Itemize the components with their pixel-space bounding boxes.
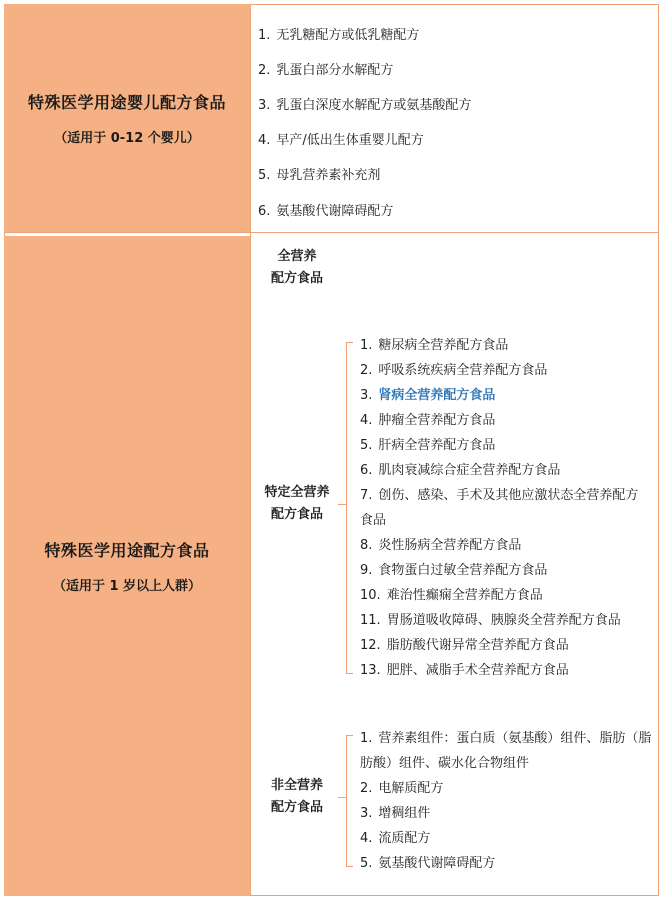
- specific-item: 6. 肌肉衰减综合症全营养配方食品: [360, 463, 561, 478]
- non-full-item: 4. 流质配方: [360, 831, 431, 846]
- infant-item: 2. 乳蛋白部分水解配方: [258, 63, 394, 78]
- specific-item: 3. 肾病全营养配方食品: [360, 388, 496, 403]
- specific-item: 7. 创伤、感染、手术及其他应激状态全营养配方: [360, 488, 639, 503]
- non-full-bracket: [346, 735, 353, 867]
- general-category-cell: [4, 236, 250, 896]
- specific-item: 9. 食物蛋白过敏全营养配方食品: [360, 563, 548, 578]
- row-divider: [4, 232, 659, 233]
- non-full-item: 3. 增稠组件: [360, 806, 431, 821]
- infant-item: 6. 氨基酸代谢障碍配方: [258, 204, 394, 219]
- specific-item: 8. 炎性肠病全营养配方食品: [360, 538, 522, 553]
- infant-item: 4. 早产/低出生体重婴儿配方: [258, 133, 424, 148]
- non-full-item: 5. 氨基酸代谢障碍配方: [360, 856, 496, 871]
- infant-category-subtitle: （适用于 0-12 个婴儿）: [54, 131, 200, 146]
- full-nutrition-label: 全营养 配方食品: [270, 249, 323, 286]
- specific-item: 13. 肥胖、减脂手术全营养配方食品: [360, 663, 569, 678]
- specific-bracket: [346, 342, 353, 674]
- infant-category-title: 特殊医学用途婴儿配方食品: [27, 93, 226, 112]
- specific-full-nutrition-label: 特定全营养 配方食品: [264, 485, 330, 522]
- specific-item: 11. 胃肠道吸收障碍、胰腺炎全营养配方食品: [360, 613, 621, 628]
- infant-item: 5. 母乳营养素补充剂: [258, 168, 381, 183]
- specific-item: 1. 糖尿病全营养配方食品: [360, 338, 509, 353]
- infant-item: 1. 无乳糖配方或低乳糖配方: [258, 28, 420, 43]
- column-divider: [250, 4, 251, 896]
- infant-item: 3. 乳蛋白深度水解配方或氨基酸配方: [258, 98, 472, 113]
- general-category-subtitle: （适用于 1 岁以上人群）: [52, 579, 202, 594]
- specific-item: 10. 难治性癫痫全营养配方食品: [360, 588, 543, 603]
- specific-item-continuation: 食品: [360, 513, 387, 528]
- specific-item: 5. 肝病全营养配方食品: [360, 438, 496, 453]
- bracket-connector: [338, 797, 346, 798]
- bracket-connector: [338, 504, 346, 505]
- general-category-title: 特殊医学用途配方食品: [44, 541, 210, 560]
- infant-category-cell: [4, 4, 250, 232]
- non-full-item-continuation: 肪酸）组件、碳水化合物组件: [360, 756, 530, 771]
- specific-item: 2. 呼吸系统疾病全营养配方食品: [360, 363, 548, 378]
- specific-item: 4. 肿瘤全营养配方食品: [360, 413, 496, 428]
- non-full-item: 1. 营养素组件：蛋白质（氨基酸）组件、脂肪（脂: [360, 731, 652, 746]
- non-full-item: 2. 电解质配方: [360, 781, 444, 796]
- non-full-nutrition-label: 非全营养 配方食品: [270, 778, 323, 815]
- specific-item: 12. 脂肪酸代谢异常全营养配方食品: [360, 638, 569, 653]
